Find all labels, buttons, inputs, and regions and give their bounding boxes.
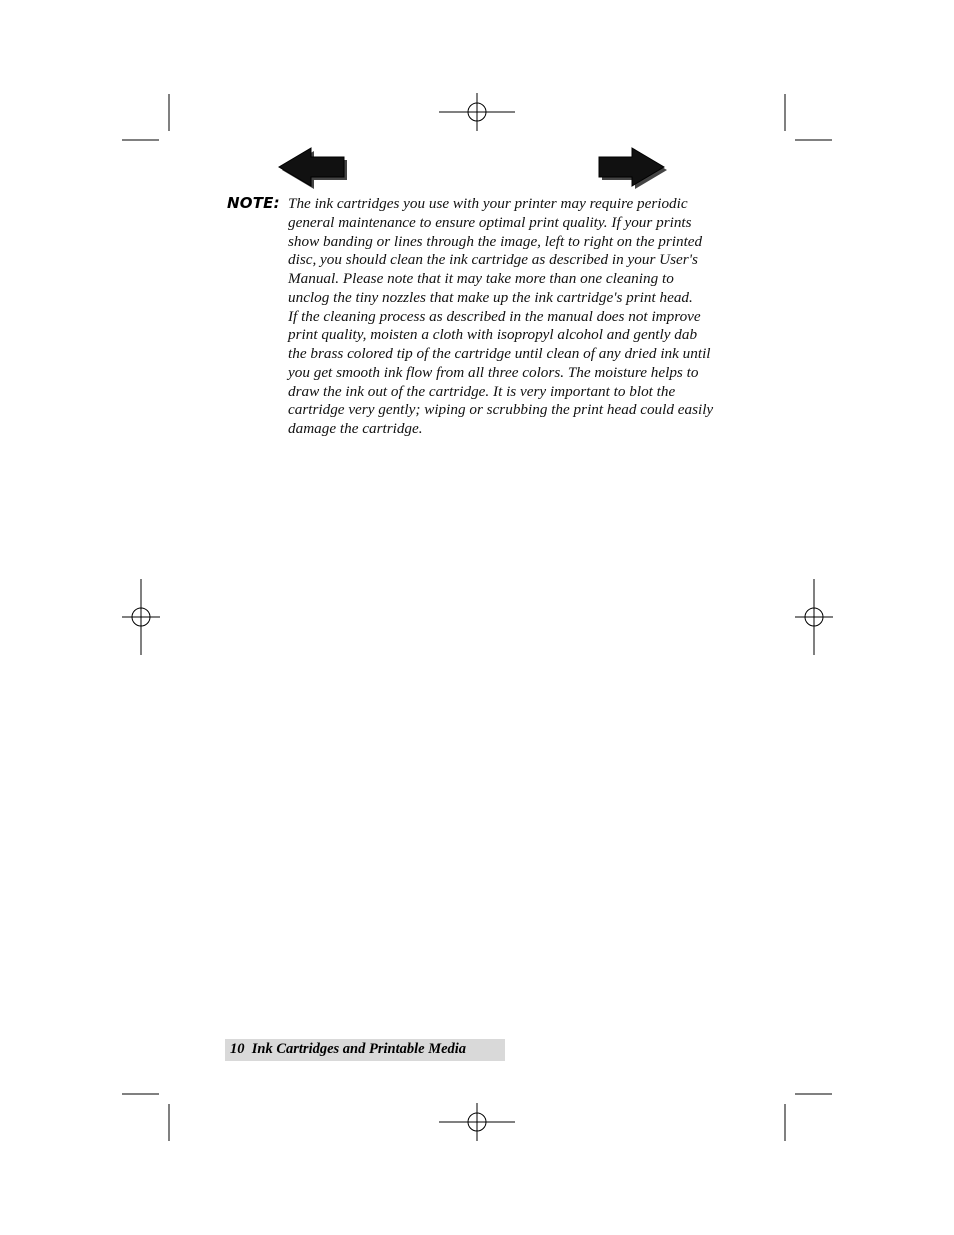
previous-page-button[interactable] — [278, 147, 350, 193]
registration-target-bottom — [439, 1103, 515, 1141]
footer-label — [230, 1041, 466, 1058]
next-page-button[interactable] — [598, 147, 670, 193]
note-line: general maintenance to ensure optimal print quality. If your prints — [288, 213, 692, 231]
note-label: NOTE: — [227, 194, 280, 212]
registration-target-right — [795, 579, 833, 655]
note-line: unclog the tiny nozzles that make up the ink cartridge's print head. — [288, 288, 693, 306]
note-line: The ink cartridges you use with your printer may require periodic — [288, 195, 688, 212]
note-line: draw the ink out of the cartridge. It is very important to blot the — [288, 382, 676, 400]
note-line: damage the cartridge. — [288, 420, 423, 437]
note-line: the brass colored tip of the cartridge until clean of any dried ink until — [288, 345, 711, 362]
registration-target-left — [122, 579, 160, 655]
note-line: If the cleaning process as described in the manual does not improve — [288, 307, 701, 325]
note-line: you get smooth ink flow from all three colors. The moisture helps to — [288, 363, 699, 381]
registration-target-top — [439, 93, 515, 131]
note-body — [288, 195, 738, 439]
left-arrow-icon — [278, 147, 350, 193]
note-line: show banding or lines through the image, left to right on the printed — [288, 232, 703, 250]
note-line: print quality, moisten a cloth with isopropyl alcohol and gently dab — [288, 326, 698, 344]
note-line: Manual. Please note that it may take more than one cleaning to — [288, 270, 674, 287]
note-line: cartridge very gently; wiping or scrubbing the print head could easily — [288, 401, 714, 419]
section-title: Ink Cartridges and Printable Media — [251, 1041, 467, 1057]
note-line: disc, you should clean the ink cartridge as described in your User's — [288, 251, 698, 269]
right-arrow-icon — [598, 147, 670, 193]
page-number: 10 — [230, 1041, 245, 1057]
page-footer — [225, 1039, 505, 1061]
